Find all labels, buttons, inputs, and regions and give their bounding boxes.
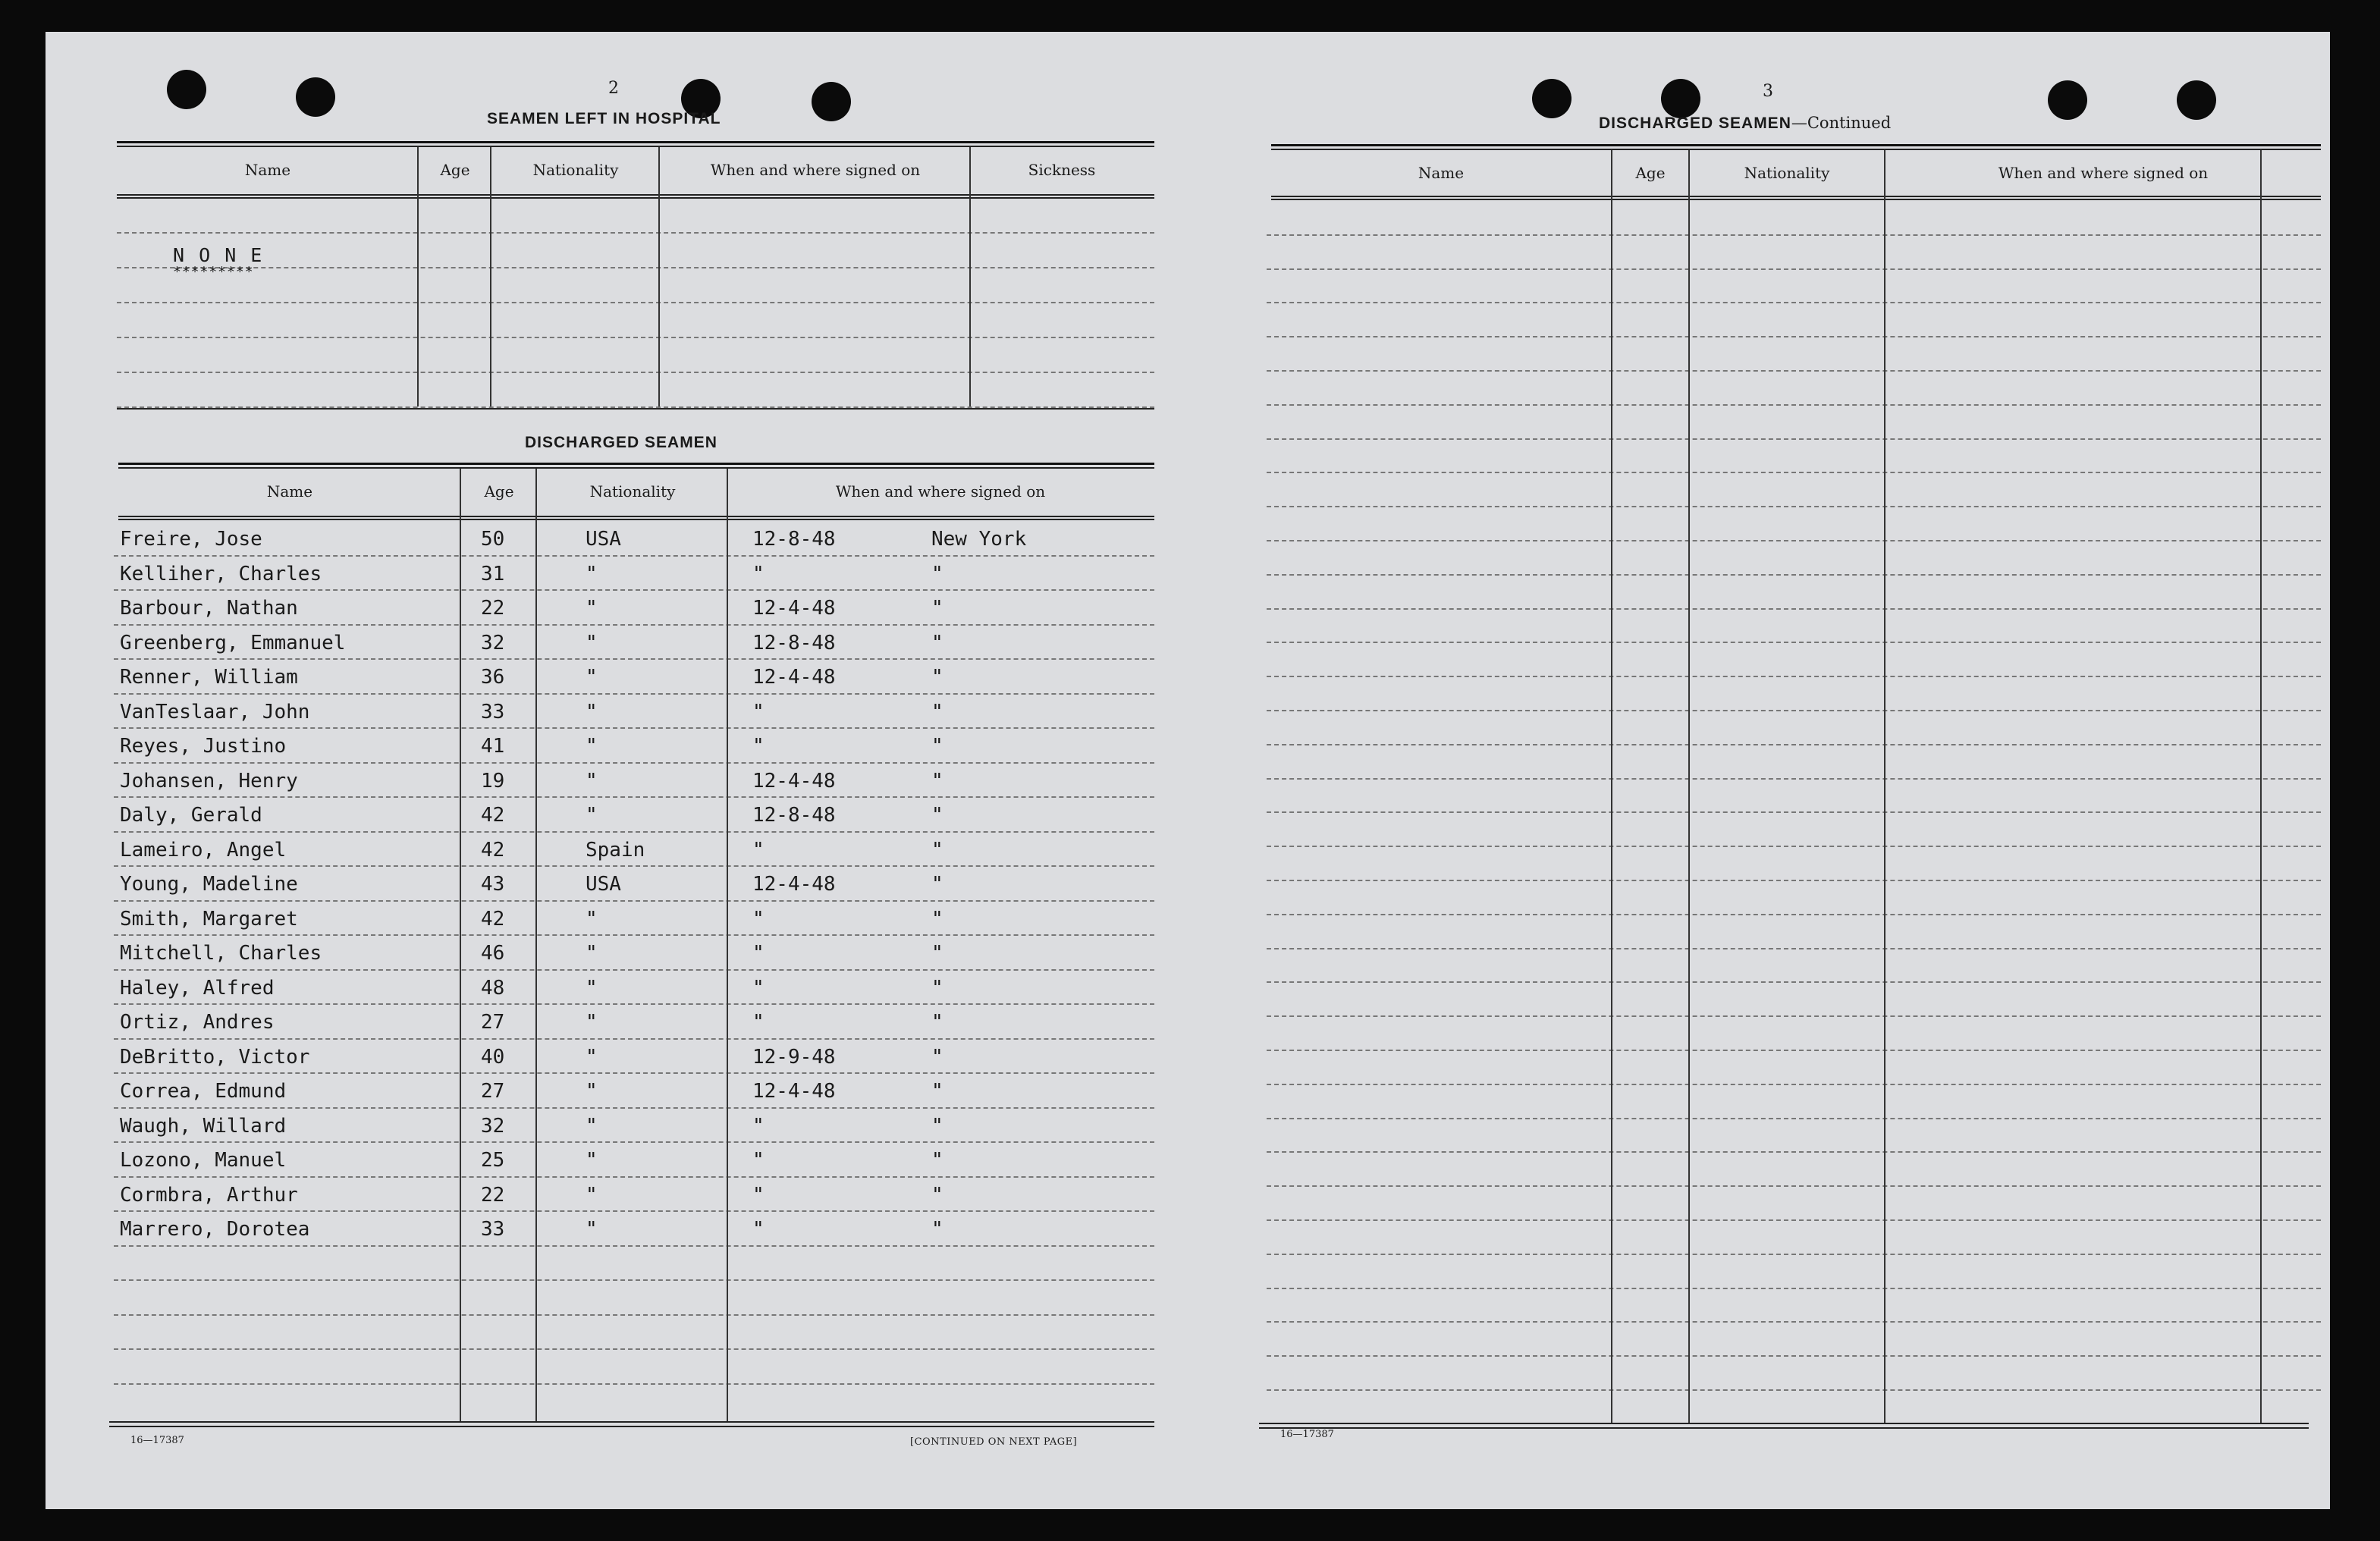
cell-age: 32: [481, 1114, 505, 1138]
cell-place: ": [931, 1218, 944, 1241]
cell-place: ": [931, 1114, 944, 1138]
cell-age: 36: [481, 666, 505, 689]
row-rule: [114, 900, 1154, 902]
cell-place: ": [931, 838, 944, 862]
cell-date: ": [752, 1218, 765, 1241]
col-divider: [1611, 150, 1612, 1424]
col-header-signed-on: When and where signed on: [710, 161, 921, 179]
rule: [117, 146, 1154, 147]
cell-place: ": [931, 666, 944, 689]
cell-name: Mitchell, Charles: [120, 942, 322, 965]
form-number: 16—17387: [130, 1435, 184, 1446]
cell-date: ": [752, 1011, 765, 1034]
cell-age: 25: [481, 1149, 505, 1172]
continued-note: [CONTINUED ON NEXT PAGE]: [910, 1436, 1078, 1448]
row-rule: [114, 555, 1154, 557]
col-divider: [1688, 150, 1690, 1424]
cell-date: ": [752, 700, 765, 723]
cell-age: 22: [481, 597, 505, 620]
row-rule: [114, 658, 1154, 660]
cell-place: ": [931, 907, 944, 931]
row-rule: [114, 1003, 1154, 1005]
col-header-signed-on: When and where signed on: [1998, 164, 2209, 182]
row-rule: [114, 969, 1154, 971]
cell-name: Lozono, Manuel: [120, 1149, 287, 1172]
cell-age: 41: [481, 735, 505, 758]
col-header-nationality: Nationality: [589, 482, 676, 501]
continued-section-title-text: DISCHARGED SEAMEN: [1599, 115, 1791, 132]
cell-name: Smith, Margaret: [120, 907, 298, 931]
row-rule: [114, 865, 1154, 867]
col-divider: [658, 147, 660, 406]
cell-name: Daly, Gerald: [120, 804, 262, 827]
col-header-nationality: Nationality: [1744, 164, 1830, 182]
rule: [118, 519, 1154, 520]
continued-section-title: [1599, 114, 1891, 133]
col-header-nationality: Nationality: [532, 161, 619, 179]
document-sheet: [46, 32, 2330, 1509]
cell-place: ": [931, 1080, 944, 1103]
cell-place: ": [931, 562, 944, 585]
cell-nationality: ": [586, 942, 598, 965]
rule: [117, 197, 1154, 199]
cell-name: Greenberg, Emmanuel: [120, 631, 346, 654]
cell-place: ": [931, 1045, 944, 1069]
cell-date: 12-8-48: [752, 528, 836, 551]
row-rule: [1267, 1389, 2321, 1391]
cell-place: ": [931, 631, 944, 654]
cell-nationality: ": [586, 631, 598, 654]
cell-age: 27: [481, 1011, 505, 1034]
col-divider: [727, 469, 728, 1423]
row-rule: [1267, 506, 2321, 507]
rule: [1259, 1427, 2309, 1429]
cell-nationality: ": [586, 1045, 598, 1069]
cell-place: ": [931, 873, 944, 896]
cell-nationality: ": [586, 769, 598, 792]
col-divider: [969, 147, 971, 406]
cell-name: Barbour, Nathan: [120, 597, 298, 620]
row-rule: [117, 232, 1154, 234]
cell-place: ": [931, 1183, 944, 1207]
col-header-name: Name: [1418, 164, 1465, 182]
row-rule: [114, 624, 1154, 626]
row-rule: [1267, 1084, 2321, 1085]
row-rule: [114, 1038, 1154, 1040]
row-rule: [114, 1279, 1154, 1281]
cell-nationality: ": [586, 562, 598, 585]
col-header-age: Age: [440, 161, 470, 179]
row-rule: [1267, 880, 2321, 881]
cell-nationality: ": [586, 1011, 598, 1034]
col-divider: [535, 469, 537, 1423]
rule: [1271, 199, 2321, 200]
row-rule: [114, 727, 1154, 729]
cell-date: ": [752, 562, 765, 585]
row-rule: [1267, 981, 2321, 983]
cell-name: Correa, Edmund: [120, 1080, 287, 1103]
cell-age: 46: [481, 942, 505, 965]
cell-name: Ortiz, Andres: [120, 1011, 275, 1034]
page-number: 3: [1763, 82, 1773, 101]
row-rule: [114, 796, 1154, 798]
cell-date: 12-4-48: [752, 666, 836, 689]
cell-date: 12-9-48: [752, 1045, 836, 1069]
cell-nationality: ": [586, 597, 598, 620]
col-header-name: Name: [244, 161, 291, 179]
cell-place: ": [931, 597, 944, 620]
cell-place: New York: [931, 528, 1027, 551]
col-header-name: Name: [266, 482, 313, 501]
cell-name: Lameiro, Angel: [120, 838, 287, 862]
cell-date: ": [752, 838, 765, 862]
cell-date: 12-8-48: [752, 804, 836, 827]
cell-age: 40: [481, 1045, 505, 1069]
row-rule: [1267, 336, 2321, 337]
cell-place: ": [931, 735, 944, 758]
cell-age: 27: [481, 1080, 505, 1103]
cell-date: 12-4-48: [752, 597, 836, 620]
punch-hole: [167, 70, 206, 109]
cell-place: ": [931, 804, 944, 827]
rule: [117, 141, 1154, 143]
cell-name: Haley, Alfred: [120, 976, 275, 1000]
cell-name: Reyes, Justino: [120, 735, 287, 758]
cell-nationality: ": [586, 735, 598, 758]
form-number: 16—17387: [1280, 1429, 1334, 1440]
row-rule: [1267, 1151, 2321, 1153]
row-rule: [1267, 472, 2321, 473]
row-rule: [1267, 608, 2321, 610]
row-rule: [1267, 1288, 2321, 1289]
cell-date: 12-4-48: [752, 873, 836, 896]
col-header-age: Age: [1635, 164, 1666, 182]
rule: [1259, 1423, 2309, 1424]
row-rule: [117, 372, 1154, 373]
row-rule: [1267, 778, 2321, 780]
rule: [118, 467, 1154, 469]
punch-hole: [1661, 79, 1700, 118]
hospital-section-title: SEAMEN LEFT IN HOSPITAL: [487, 110, 721, 127]
row-rule: [1267, 268, 2321, 270]
row-rule: [1267, 1118, 2321, 1119]
cell-nationality: ": [586, 1149, 598, 1172]
cell-age: 19: [481, 769, 505, 792]
row-rule: [1267, 914, 2321, 915]
cell-age: 33: [481, 1218, 505, 1241]
cell-age: 42: [481, 907, 505, 931]
hospital-entry: N O N E: [173, 244, 264, 266]
cell-name: Renner, William: [120, 666, 298, 689]
row-rule: [114, 1072, 1154, 1074]
row-rule: [1267, 744, 2321, 745]
cell-date: ": [752, 735, 765, 758]
cell-date: ": [752, 1114, 765, 1138]
cell-name: Marrero, Dorotea: [120, 1218, 310, 1241]
cell-age: 32: [481, 631, 505, 654]
cell-nationality: ": [586, 1080, 598, 1103]
row-rule: [1267, 404, 2321, 406]
cell-name: Johansen, Henry: [120, 769, 298, 792]
rule: [1271, 149, 2321, 150]
cell-age: 48: [481, 976, 505, 1000]
cell-age: 42: [481, 838, 505, 862]
rule: [1271, 196, 2321, 197]
cell-name: Freire, Jose: [120, 528, 262, 551]
cell-nationality: USA: [586, 873, 621, 896]
cell-place: ": [931, 1011, 944, 1034]
punch-hole: [812, 82, 851, 121]
discharged-section-title: DISCHARGED SEAMEN: [525, 434, 717, 451]
cell-name: Cormbra, Arthur: [120, 1183, 298, 1207]
rule: [117, 194, 1154, 196]
cell-nationality: ": [586, 907, 598, 931]
cell-name: Kelliher, Charles: [120, 562, 322, 585]
row-rule: [114, 1245, 1154, 1247]
cell-name: DeBritto, Victor: [120, 1045, 310, 1069]
cell-date: 12-4-48: [752, 769, 836, 792]
cell-nationality: Spain: [586, 838, 645, 862]
cell-place: ": [931, 700, 944, 723]
rule: [1271, 144, 2321, 146]
cell-age: 33: [481, 700, 505, 723]
row-rule: [114, 934, 1154, 936]
row-rule: [114, 1314, 1154, 1316]
row-rule: [1267, 1219, 2321, 1221]
row-rule: [1267, 1050, 2321, 1051]
rule: [109, 1426, 1154, 1427]
row-rule: [117, 302, 1154, 303]
cell-name: Young, Madeline: [120, 873, 298, 896]
row-rule: [1267, 676, 2321, 677]
row-rule: [114, 1210, 1154, 1212]
rule: [118, 463, 1154, 465]
cell-date: ": [752, 1149, 765, 1172]
cell-age: 22: [481, 1183, 505, 1207]
cell-date: ": [752, 976, 765, 1000]
cell-nationality: ": [586, 700, 598, 723]
row-rule: [117, 337, 1154, 338]
col-divider: [490, 147, 491, 406]
col-header-sickness: Sickness: [1028, 161, 1096, 179]
col-divider: [417, 147, 419, 406]
row-rule: [1267, 846, 2321, 847]
page-number: 2: [608, 79, 619, 98]
cell-date: 12-8-48: [752, 631, 836, 654]
punch-hole: [2177, 80, 2216, 120]
row-rule: [1267, 1355, 2321, 1357]
rule: [117, 408, 1154, 410]
rule: [109, 1421, 1154, 1423]
cell-place: ": [931, 942, 944, 965]
cell-nationality: ": [586, 976, 598, 1000]
row-rule: [1267, 811, 2321, 813]
row-rule: [1267, 234, 2321, 236]
row-rule: [1267, 642, 2321, 643]
col-divider: [460, 469, 461, 1423]
row-rule: [1267, 574, 2321, 576]
cell-age: 43: [481, 873, 505, 896]
row-rule: [1267, 540, 2321, 541]
cell-age: 31: [481, 562, 505, 585]
continued-suffix: —Continued: [1791, 114, 1892, 132]
cell-nationality: ": [586, 666, 598, 689]
row-rule: [1267, 948, 2321, 949]
row-rule: [1267, 370, 2321, 372]
hospital-entry-underline: *********: [173, 264, 254, 280]
row-rule: [1267, 1015, 2321, 1017]
punch-hole: [296, 77, 335, 117]
row-rule: [114, 1383, 1154, 1385]
rule: [118, 516, 1154, 517]
cell-nationality: ": [586, 1114, 598, 1138]
row-rule: [114, 693, 1154, 695]
cell-place: ": [931, 1149, 944, 1172]
row-rule: [1267, 302, 2321, 303]
row-rule: [114, 1141, 1154, 1143]
row-rule: [114, 762, 1154, 764]
row-rule: [114, 1107, 1154, 1109]
cell-name: VanTeslaar, John: [120, 700, 310, 723]
row-rule: [1267, 1321, 2321, 1323]
cell-place: ": [931, 769, 944, 792]
cell-place: ": [931, 976, 944, 1000]
row-rule: [114, 831, 1154, 833]
cell-date: ": [752, 942, 765, 965]
row-rule: [117, 267, 1154, 268]
col-divider: [1884, 150, 1885, 1424]
row-rule: [1267, 438, 2321, 440]
punch-hole: [2048, 80, 2087, 120]
row-rule: [1267, 1254, 2321, 1255]
col-header-signed-on: When and where signed on: [835, 482, 1046, 501]
row-rule: [114, 1348, 1154, 1350]
row-rule: [114, 589, 1154, 591]
punch-hole: [1532, 79, 1571, 118]
row-rule: [114, 1176, 1154, 1178]
cell-nationality: ": [586, 1218, 598, 1241]
row-rule: [1267, 710, 2321, 711]
cell-date: ": [752, 1183, 765, 1207]
cell-date: 12-4-48: [752, 1080, 836, 1103]
cell-date: ": [752, 907, 765, 931]
cell-nationality: ": [586, 1183, 598, 1207]
cell-nationality: USA: [586, 528, 621, 551]
row-rule: [1267, 1185, 2321, 1187]
cell-name: Waugh, Willard: [120, 1114, 287, 1138]
cell-age: 50: [481, 528, 505, 551]
cell-nationality: ": [586, 804, 598, 827]
col-divider: [2260, 150, 2262, 1424]
cell-age: 42: [481, 804, 505, 827]
col-header-age: Age: [484, 482, 514, 501]
